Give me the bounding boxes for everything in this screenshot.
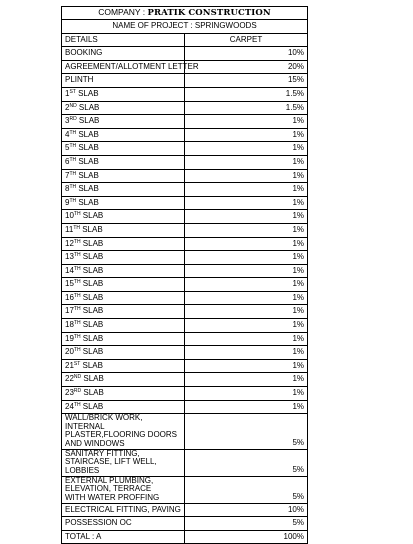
stage-percentage: 1%: [185, 359, 308, 373]
stage-number: 8: [65, 184, 70, 194]
stage-number: 12: [65, 238, 74, 248]
stage-label-cell: [62, 223, 185, 237]
stage-number: 9: [65, 197, 70, 207]
stage-number: 22: [65, 374, 74, 384]
stage-label: SLAB: [76, 143, 99, 153]
stage-label: TOTAL : A: [62, 530, 185, 544]
stage-label-cell: [62, 183, 185, 197]
stage-label: SLAB: [80, 265, 104, 275]
stage-label: SLAB: [80, 333, 104, 343]
table-row: [62, 503, 308, 517]
stage-percentage: 1%: [185, 128, 308, 142]
stage-number: 4: [65, 129, 70, 139]
stage-label-cell: [62, 169, 185, 183]
stage-percentage: 10%: [185, 47, 308, 61]
stage-label: ELECTRICAL FITTING, PAVING: [62, 503, 185, 517]
stage-percentage: 1%: [185, 264, 308, 278]
stage-label: PLINTH: [65, 75, 94, 85]
stage-label-cell: [62, 210, 185, 224]
stage-number: 21: [65, 360, 74, 370]
stage-label-cell: [62, 319, 185, 333]
table-row: [62, 210, 308, 224]
stage-percentage: 5%: [185, 476, 308, 503]
company-label: COMPANY :: [98, 7, 148, 18]
table-row: [62, 237, 308, 251]
table-row: [62, 101, 308, 115]
stage-ordinal-suffix: TH: [69, 170, 77, 177]
stage-label: SLAB: [79, 224, 103, 234]
stage-label: SLAB: [81, 374, 104, 384]
company-cell: [62, 7, 308, 20]
stage-ordinal-suffix: TH: [73, 279, 81, 286]
table-row: [62, 305, 308, 319]
stage-number: 13: [65, 252, 74, 262]
stage-percentage: 1%: [185, 155, 308, 169]
stage-label-cell: [62, 264, 185, 278]
stage-percentage: 1%: [185, 196, 308, 210]
stage-label: SLAB: [80, 238, 104, 248]
stage-label: SLAB: [80, 279, 104, 289]
stage-ordinal-suffix: TH: [69, 143, 77, 150]
stage-label: SLAB: [76, 129, 99, 139]
stage-ordinal-suffix: TH: [73, 265, 81, 272]
table-row: [62, 414, 308, 449]
stage-ordinal-suffix: ND: [73, 374, 82, 381]
stage-label: SLAB: [80, 347, 104, 357]
stage-label: POSSESSION OC: [62, 517, 185, 531]
table-row: [62, 291, 308, 305]
stage-label: BOOKING: [65, 48, 103, 58]
stage-label: SLAB: [75, 88, 99, 98]
stage-percentage: 10%: [185, 503, 308, 517]
stage-label: SLAB: [80, 320, 104, 330]
payment-schedule-body: [62, 7, 308, 544]
stage-number: 2: [65, 102, 70, 112]
stage-percentage: 1%: [185, 142, 308, 156]
stage-label: SLAB: [80, 292, 104, 302]
stage-label: SLAB: [80, 306, 104, 316]
stage-number: 11: [65, 224, 74, 234]
stage-label: SLAB: [76, 102, 100, 112]
table-row: [62, 251, 308, 265]
stage-ordinal-suffix: TH: [69, 129, 77, 136]
project-name: NAME OF PROJECT : SPRINGWOODS: [62, 20, 308, 34]
stage-label-cell: [62, 128, 185, 142]
stage-percentage: 15%: [185, 74, 308, 88]
stage-label-cell: [62, 400, 185, 414]
stage-label: SLAB: [80, 211, 104, 221]
stage-label: AGREEMENT/ALLOTMENT LETTER: [65, 61, 199, 71]
table-row: [62, 476, 308, 503]
stage-ordinal-suffix: TH: [69, 197, 77, 204]
stage-ordinal-suffix: ND: [69, 102, 77, 109]
stage-percentage: 1%: [185, 319, 308, 333]
stage-label-line: WALL/BRICK WORK, INTERNAL: [65, 413, 143, 431]
stage-label-cell: [62, 60, 199, 74]
table-row: [62, 449, 308, 476]
stage-percentage: 100%: [185, 530, 308, 544]
stage-ordinal-suffix: TH: [73, 211, 81, 218]
table-row: [62, 87, 308, 101]
stage-percentage: 1%: [185, 373, 308, 387]
stage-number: 5: [65, 143, 70, 153]
stage-label-line: LOBBIES: [65, 465, 100, 475]
table-row: [62, 223, 308, 237]
table-row: [62, 278, 308, 292]
stage-ordinal-suffix: RD: [69, 116, 77, 123]
stage-label-cell: [62, 305, 185, 319]
stage-label-cell: [62, 155, 185, 169]
stage-number: 7: [65, 170, 70, 180]
stage-percentage: 1%: [185, 332, 308, 346]
table-row: [62, 60, 308, 74]
stage-percentage: 1%: [185, 210, 308, 224]
stage-label-line: PLASTER,FLOORING DOORS AND WINDOWS: [65, 430, 178, 448]
table-row: [62, 74, 308, 88]
stage-percentage: 1%: [185, 278, 308, 292]
stage-label-cell: [62, 291, 185, 305]
stage-ordinal-suffix: TH: [73, 333, 81, 340]
stage-ordinal-suffix: TH: [73, 347, 81, 354]
stage-ordinal-suffix: TH: [73, 238, 81, 245]
table-row: [62, 346, 308, 360]
stage-number: 3: [65, 116, 70, 126]
table-row: [62, 47, 308, 61]
table-row: [62, 517, 308, 531]
stage-label-cell: [62, 237, 185, 251]
stage-percentage: 1%: [185, 115, 308, 129]
stage-number: 1: [65, 88, 70, 98]
stage-percentage: 1%: [185, 291, 308, 305]
stage-label: SLAB: [76, 116, 100, 126]
stage-label-cell: [62, 332, 185, 346]
table-row: [62, 319, 308, 333]
stage-label: SLAB: [80, 252, 104, 262]
stage-label: SLAB: [81, 388, 104, 398]
company-name: PRATIK CONSTRUCTION: [147, 8, 271, 19]
table-row: [62, 169, 308, 183]
total-row: [62, 530, 308, 544]
table-row: [62, 128, 308, 142]
stage-ordinal-suffix: TH: [73, 252, 81, 259]
stage-ordinal-suffix: TH: [73, 401, 81, 408]
table-row: [62, 115, 308, 129]
stage-percentage: 1%: [185, 183, 308, 197]
stage-percentage: 1%: [185, 387, 308, 401]
stage-label-line: SANITARY FITTING, STAIRCASE, LIFT WELL,: [65, 448, 157, 467]
table-row: [62, 142, 308, 156]
stage-label-cell: [62, 359, 185, 373]
stage-number: 23: [65, 388, 74, 398]
column-header-carpet: CARPET: [185, 33, 308, 47]
stage-label-cell: [62, 196, 185, 210]
stage-label-cell: [62, 387, 185, 401]
stage-number: 14: [65, 265, 74, 275]
table-row: [62, 359, 308, 373]
stage-percentage: 1%: [185, 305, 308, 319]
stage-label-cell: [62, 47, 185, 61]
stage-number: 15: [65, 279, 74, 289]
stage-number: 17: [65, 306, 74, 316]
stage-label: SLAB: [76, 197, 99, 207]
table-row: [62, 332, 308, 346]
stage-label-cell: [62, 74, 185, 88]
stage-number: 19: [65, 333, 74, 343]
stage-label-line: EXTERNAL PLUMBING, ELEVATION, TERRACE: [65, 475, 154, 494]
stage-label-cell: [62, 278, 185, 292]
stage-label-cell: [62, 101, 185, 115]
stage-percentage: 1%: [185, 237, 308, 251]
stage-label-cell: [62, 346, 185, 360]
table-row: [62, 400, 308, 414]
stage-number: 18: [65, 320, 74, 330]
stage-label-cell: [62, 449, 185, 476]
stage-label-cell: [62, 414, 185, 449]
stage-ordinal-suffix: TH: [73, 292, 81, 299]
stage-number: 6: [65, 156, 70, 166]
stage-label-line: WITH WATER PROFFING: [65, 492, 160, 502]
column-header-row: [62, 33, 308, 47]
stage-ordinal-suffix: RD: [73, 388, 82, 395]
stage-label-cell: [62, 251, 185, 265]
stage-ordinal-suffix: ST: [73, 360, 81, 367]
stage-label: SLAB: [76, 156, 99, 166]
table-row: [62, 183, 308, 197]
stage-label-cell: [62, 373, 185, 387]
stage-number: 10: [65, 211, 74, 221]
stage-percentage: 5%: [185, 414, 308, 449]
stage-label-cell: [62, 115, 185, 129]
stage-percentage: 1%: [185, 169, 308, 183]
payment-schedule-table: [61, 6, 308, 544]
column-header-details: DETAILS: [62, 33, 185, 47]
stage-percentage: 1%: [185, 223, 308, 237]
stage-percentage: 1%: [185, 346, 308, 360]
stage-label: SLAB: [76, 170, 99, 180]
table-row: [62, 155, 308, 169]
stage-percentage: 1.5%: [185, 87, 308, 101]
stage-percentage: 20%: [185, 60, 308, 74]
table-row: [62, 387, 308, 401]
stage-label: SLAB: [80, 360, 103, 370]
stage-number: 20: [65, 347, 74, 357]
stage-number: 24: [65, 401, 74, 411]
project-row: [62, 20, 308, 34]
stage-label-cell: [62, 142, 185, 156]
stage-ordinal-suffix: TH: [73, 320, 81, 327]
stage-ordinal-suffix: TH: [69, 156, 77, 163]
stage-percentage: 1.5%: [185, 101, 308, 115]
stage-percentage: 1%: [185, 251, 308, 265]
stage-number: 16: [65, 292, 74, 302]
table-row: [62, 264, 308, 278]
stage-label-cell: [62, 87, 185, 101]
stage-percentage: 5%: [185, 517, 308, 531]
stage-label-cell: [62, 476, 185, 503]
stage-ordinal-suffix: TH: [73, 306, 81, 313]
stage-percentage: 5%: [185, 449, 308, 476]
stage-percentage: 1%: [185, 400, 308, 414]
table-row: [62, 196, 308, 210]
stage-ordinal-suffix: ST: [69, 88, 76, 95]
stage-label: SLAB: [80, 401, 104, 411]
stage-label: SLAB: [76, 184, 99, 194]
stage-ordinal-suffix: TH: [73, 224, 80, 231]
stage-ordinal-suffix: TH: [69, 184, 77, 191]
table-row: [62, 373, 308, 387]
company-row: [62, 7, 308, 20]
